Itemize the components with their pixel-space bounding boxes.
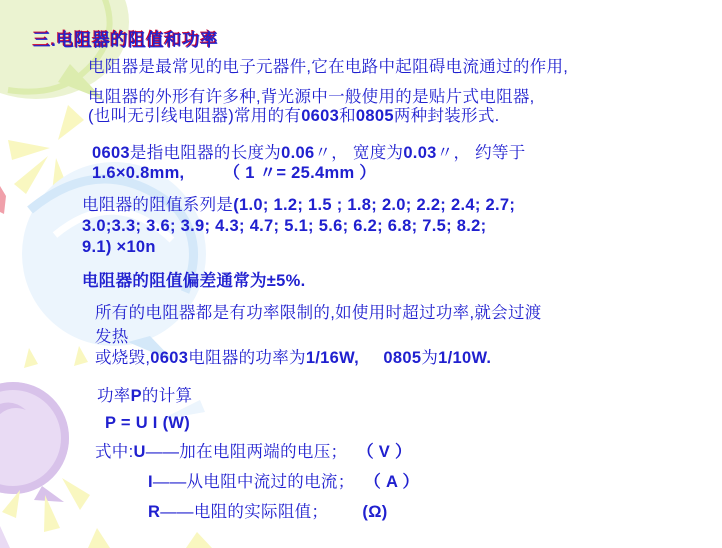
body-line-power-calc: 功率P的计算 — [97, 387, 193, 405]
body-line-formula: P = U I (W) — [105, 414, 191, 432]
body-line-tolerance: 电阻器的阻值偏差通常为±5%. — [82, 272, 306, 290]
body-line-series-2: 3.0;3.3; 3.6; 3.9; 4.3; 4.7; 5.1; 5.6; 6.2; 6.8; 7.5; 8.2; — [82, 217, 487, 235]
body-line-power-limit-2: 发热 — [95, 328, 129, 346]
body-line-shapes-2: (也叫无引线电阻器)常用的有0603和0805两种封装形式. — [88, 107, 500, 125]
purple-balloon-decoration — [0, 382, 69, 502]
slide-title: 三.电阻器的阻值和功率 — [33, 30, 219, 50]
body-line-0603-size-1: 0603是指电阻器的长度为0.06〃， 宽度为0.03〃， 约等于 — [92, 144, 526, 162]
body-line-power-limit-3: 或烧毁,0603电阻器的功率为1/16W, 0805为1/10W. — [95, 349, 492, 367]
body-line-power-limit-1: 所有的电阻器都是有功率限制的,如使用时超过功率,就会过渡 — [95, 304, 542, 322]
body-line-intro: 电阻器是最常见的电子元器件,它在电路中起阻碍电流通过的作用, — [88, 58, 569, 76]
body-line-0603-size-2: 1.6×0.8mm, （ 1 〃= 25.4mm ） — [92, 164, 377, 182]
body-line-var-i: I——从电阻中流过的电流； （ A ） — [148, 473, 420, 491]
body-line-series-3: 9.1) ×10n — [82, 238, 156, 256]
body-line-series-1: 电阻器的阻值系列是(1.0; 1.2; 1.5 ; 1.8; 2.0; 2.2; 2.4; 2.7; — [82, 196, 516, 214]
body-line-var-r: R——电阻的实际阻值； (Ω) — [148, 503, 388, 521]
body-line-shapes-1: 电阻器的外形有许多种,背光源中一般使用的是贴片式电阻器, — [88, 88, 535, 106]
body-line-var-u: 式中:U——加在电阻两端的电压； （ V ） — [95, 443, 412, 461]
